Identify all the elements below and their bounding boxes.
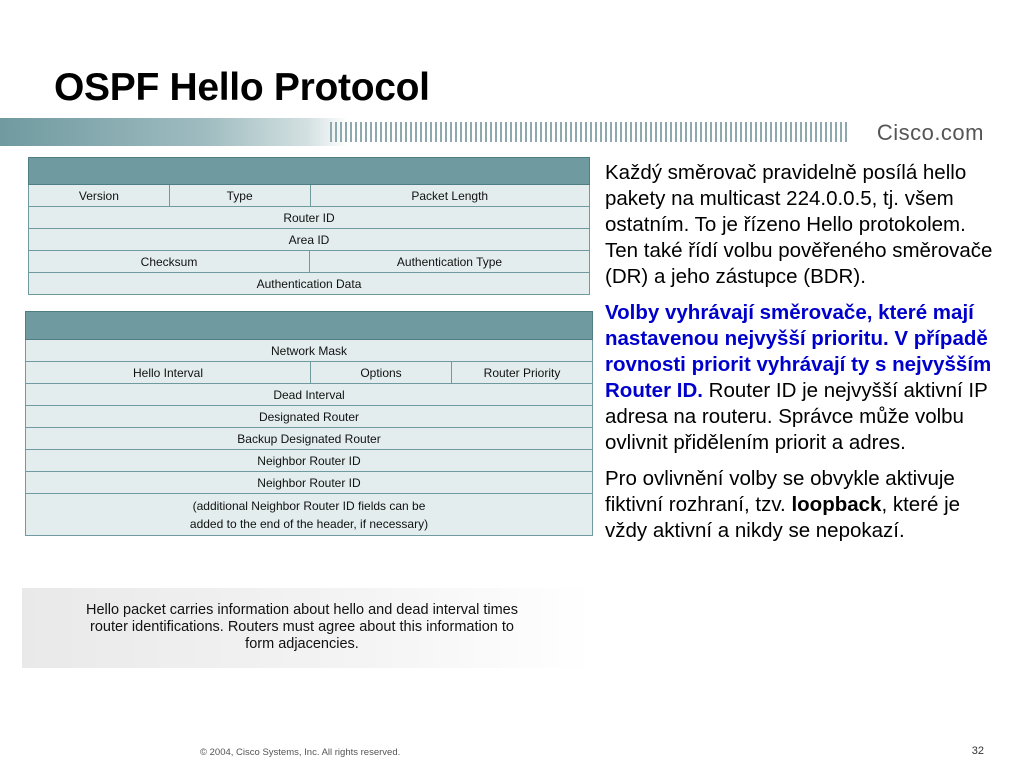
- table-row: [28, 273, 590, 295]
- field-dead-interval: Dead Interval: [25, 384, 593, 406]
- note-line: (additional Neighbor Router ID fields can be: [192, 498, 426, 513]
- table-row: [25, 494, 593, 536]
- field-router-id: Router ID: [28, 207, 590, 229]
- caption-line: form adjacencies.: [245, 636, 359, 652]
- explanation-text: [605, 160, 1000, 554]
- field-checksum: Checksum: [28, 251, 310, 273]
- table-row: [25, 340, 593, 362]
- field-authentication-type: Authentication Type: [309, 251, 590, 273]
- field-neighbor-router-id: Neighbor Router ID: [25, 472, 593, 494]
- note-line: added to the end of the header, if necessary): [189, 516, 429, 531]
- field-authentication-data: Authentication Data: [28, 273, 590, 295]
- title-banner: [0, 118, 1024, 146]
- table-row: [25, 384, 593, 406]
- cisco-logo: Cisco.com: [876, 120, 984, 145]
- field-options: Options: [310, 362, 452, 384]
- table-row: [28, 207, 590, 229]
- field-hello-interval: Hello Interval: [25, 362, 311, 384]
- table-row: [28, 185, 590, 207]
- field-area-id: Area ID: [28, 229, 590, 251]
- paragraph-text: Router ID je nejvyšší aktivní IP adresa na routeru. Správce může volbu ovlivnit přidělením priorit a adres.: [605, 379, 988, 454]
- field-neighbor-router-id: Neighbor Router ID: [25, 450, 593, 472]
- page-number: 32: [971, 745, 984, 757]
- table-row: [28, 229, 590, 251]
- loopback-term: loopback: [791, 493, 882, 516]
- field-backup-designated-router: Backup Designated Router: [25, 428, 593, 450]
- paragraph-text: Pro ovlivnění volby se obvykle aktivuje fiktivní rozhraní, tzv.: [605, 467, 955, 516]
- table-row: [25, 406, 593, 428]
- paragraph-3: [605, 466, 1000, 544]
- paragraph-2: [605, 300, 1000, 456]
- table-row: [25, 362, 593, 384]
- caption-line: Hello packet carries information about hello and dead interval times: [85, 602, 518, 618]
- field-version: Version: [28, 185, 170, 207]
- field-additional-neighbors-note: [25, 494, 593, 536]
- table-row: [25, 428, 593, 450]
- caption-text: [22, 602, 582, 653]
- field-packet-length: Packet Length: [310, 185, 591, 207]
- ospf-header-bar: [28, 157, 590, 185]
- table-row: [25, 472, 593, 494]
- copyright-footer: © 2004, Cisco Systems, Inc. All rights reserved.: [200, 747, 401, 758]
- ospf-header-table: [28, 157, 590, 295]
- paragraph-text: , které je vždy aktivní a nikdy se nepokazí.: [605, 493, 961, 542]
- table-row: [28, 251, 590, 273]
- paragraph-1: Každý směrovač pravidelně posílá hello pakety na multicast 224.0.0.5, tj. všem ostatním. To je řízeno Hello protokolem. Ten také řídí volbu pověřeného směrovače (DR) a jeho zástupce (BDR).: [605, 161, 993, 288]
- caption-box: [22, 588, 592, 668]
- field-designated-router: Designated Router: [25, 406, 593, 428]
- hello-packet-table: [25, 311, 593, 536]
- highlight-text: Volby vyhrávají směrovače, které mají nastavenou nejvyšší prioritu. V případě rovnosti priorit vyhrávají ty s nejvyšším Router ID.: [605, 301, 992, 402]
- banner-stripes: [330, 122, 850, 142]
- hello-header-bar: [25, 311, 593, 340]
- table-row: [25, 450, 593, 472]
- field-router-priority: Router Priority: [451, 362, 593, 384]
- field-network-mask: Network Mask: [25, 340, 593, 362]
- slide-title: OSPF Hello Protocol: [54, 66, 430, 109]
- caption-line: router identifications. Routers must agree about this information to: [90, 619, 514, 635]
- field-type: Type: [169, 185, 311, 207]
